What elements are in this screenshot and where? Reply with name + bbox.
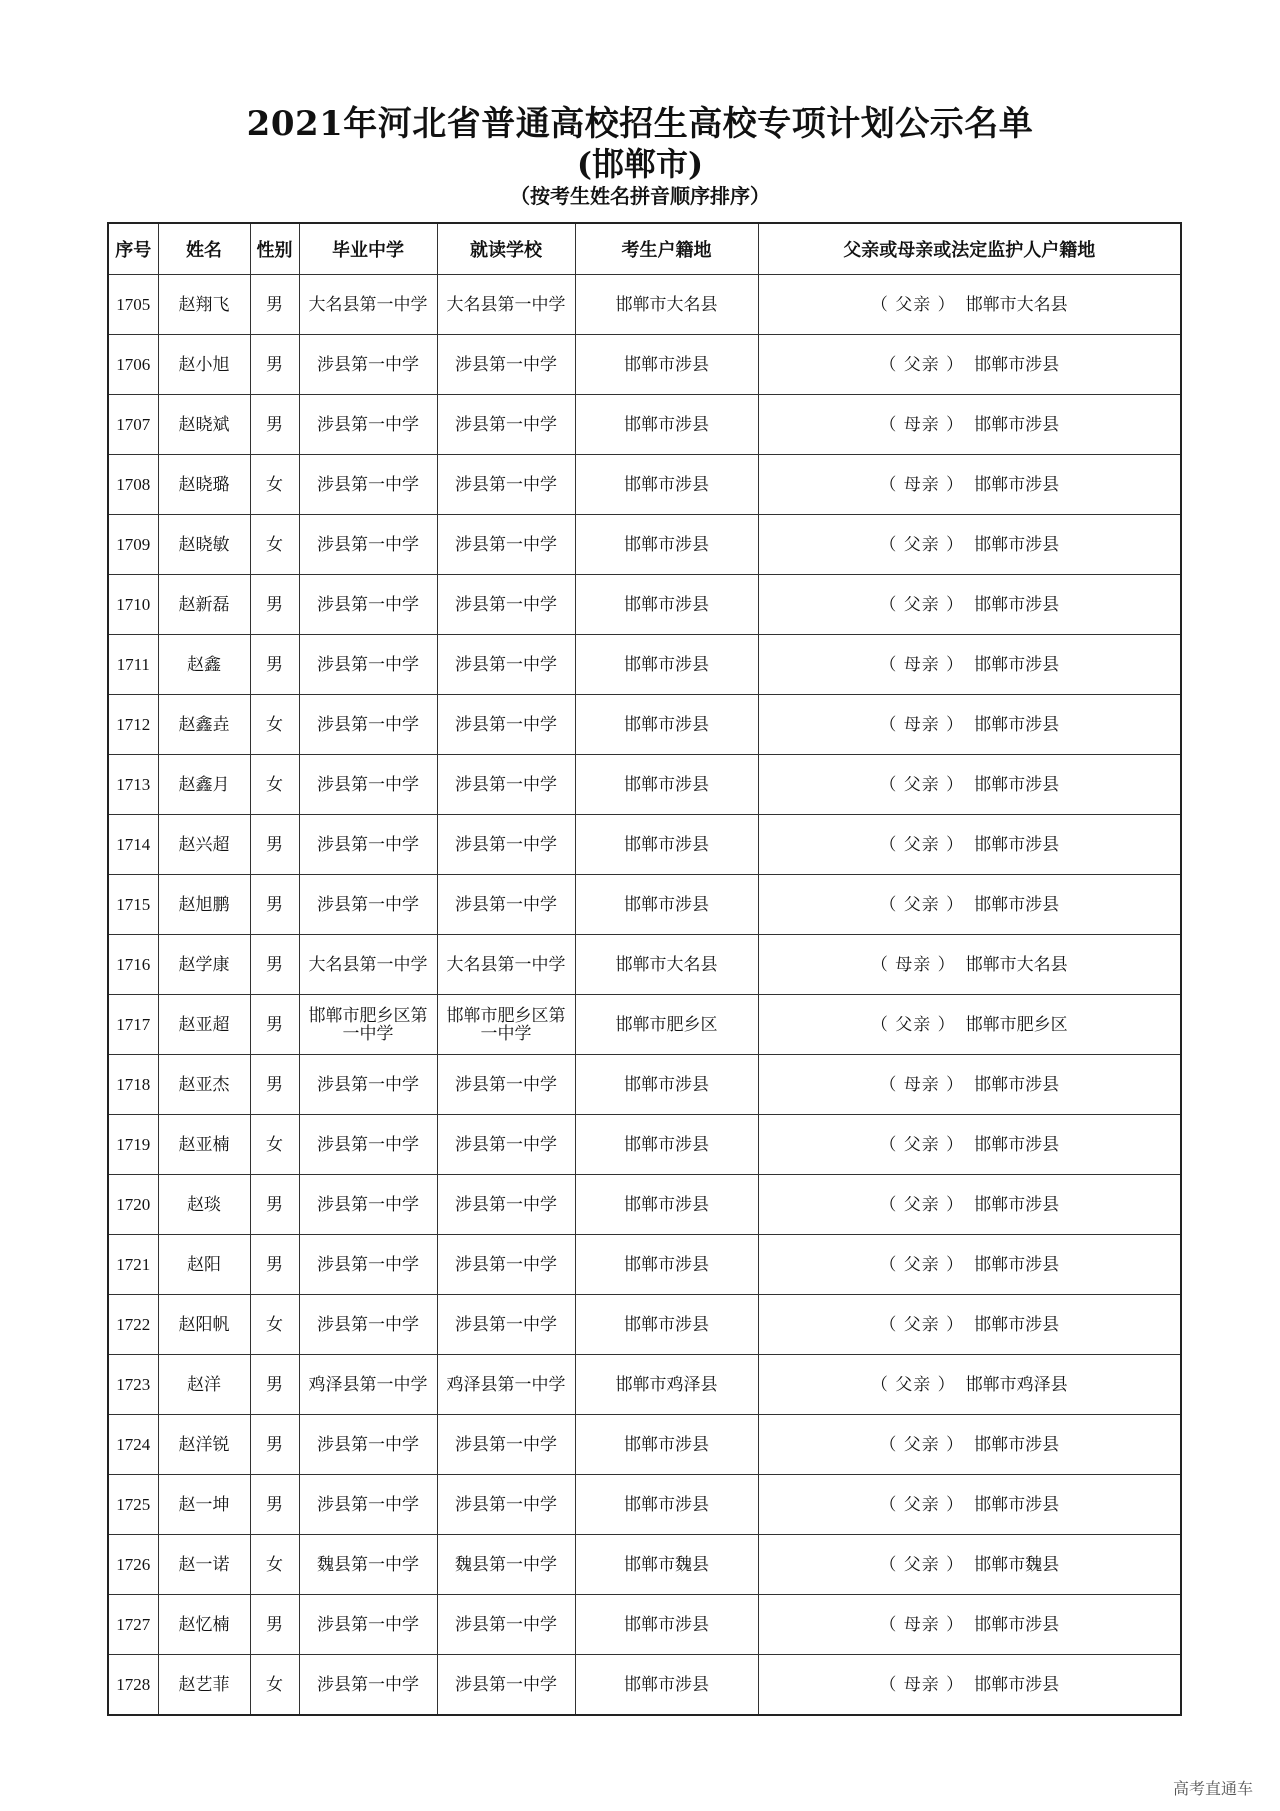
- cell-grad-school: 涉县第一中学: [299, 1655, 437, 1716]
- table-row: [108, 1655, 1181, 1716]
- header-guardian: 父亲或母亲或法定监护人户籍地: [758, 223, 1181, 275]
- guardian-place: 邯郸市肥乡区: [965, 1014, 1068, 1035]
- cell-gender: 女: [250, 1295, 299, 1355]
- cell-hukou: 邯郸市涉县: [575, 695, 758, 755]
- cell-grad-school: 涉县第一中学: [299, 1055, 437, 1115]
- guardian-relation: （ 父亲 ）: [870, 1014, 956, 1035]
- cell-grad-school: 涉县第一中学: [299, 1235, 437, 1295]
- page-subtitle-city: (邯郸市): [576, 145, 704, 183]
- cell-name: 赵学康: [158, 935, 250, 995]
- cell-guardian: [758, 1535, 1181, 1595]
- table-row: [108, 1475, 1181, 1535]
- cell-no: 1716: [108, 935, 158, 995]
- sort-note: （按考生姓名拼音顺序排序）: [510, 184, 770, 208]
- cell-gender: 男: [250, 1355, 299, 1415]
- cell-guardian: [758, 1175, 1181, 1235]
- cell-guardian: [758, 815, 1181, 875]
- cell-name: 赵鑫垚: [158, 695, 250, 755]
- guardian-relation: （ 母亲 ）: [879, 1674, 965, 1695]
- cell-grad-school: 涉县第一中学: [299, 335, 437, 395]
- cell-guardian: [758, 1235, 1181, 1295]
- cell-study-school: 大名县第一中学: [437, 275, 575, 335]
- cell-study-school: 涉县第一中学: [437, 1475, 575, 1535]
- cell-gender: 男: [250, 1235, 299, 1295]
- guardian-relation: （ 母亲 ）: [879, 654, 965, 675]
- cell-name: 赵旭鹏: [158, 875, 250, 935]
- cell-name: 赵亚超: [158, 995, 250, 1055]
- cell-guardian: [758, 335, 1181, 395]
- cell-guardian: [758, 755, 1181, 815]
- cell-no: 1720: [108, 1175, 158, 1235]
- cell-no: 1706: [108, 335, 158, 395]
- guardian-relation: （ 父亲 ）: [879, 594, 965, 615]
- cell-gender: 男: [250, 875, 299, 935]
- cell-hukou: 邯郸市涉县: [575, 515, 758, 575]
- cell-gender: 女: [250, 755, 299, 815]
- cell-hukou: 邯郸市鸡泽县: [575, 1355, 758, 1415]
- cell-study-school: 魏县第一中学: [437, 1535, 575, 1595]
- cell-guardian: [758, 1115, 1181, 1175]
- cell-name: 赵洋锐: [158, 1415, 250, 1475]
- table-row: [108, 935, 1181, 995]
- cell-no: 1725: [108, 1475, 158, 1535]
- guardian-place: 邯郸市涉县: [974, 1074, 1060, 1095]
- cell-guardian: [758, 275, 1181, 335]
- cell-no: 1713: [108, 755, 158, 815]
- guardian-relation: （ 母亲 ）: [870, 954, 956, 975]
- cell-no: 1710: [108, 575, 158, 635]
- table-row: [108, 1115, 1181, 1175]
- guardian-place: 邯郸市涉县: [974, 774, 1060, 795]
- cell-hukou: 邯郸市肥乡区: [575, 995, 758, 1055]
- cell-hukou: 邯郸市涉县: [575, 1595, 758, 1655]
- cell-hukou: 邯郸市涉县: [575, 635, 758, 695]
- cell-hukou: 邯郸市涉县: [575, 1055, 758, 1115]
- cell-no: 1726: [108, 1535, 158, 1595]
- guardian-place: 邯郸市涉县: [974, 1434, 1060, 1455]
- cell-name: 赵艺菲: [158, 1655, 250, 1716]
- cell-study-school: 涉县第一中学: [437, 815, 575, 875]
- cell-grad-school: 涉县第一中学: [299, 755, 437, 815]
- guardian-relation: （ 父亲 ）: [879, 894, 965, 915]
- guardian-place: 邯郸市涉县: [974, 1614, 1060, 1635]
- cell-study-school: 涉县第一中学: [437, 455, 575, 515]
- guardian-place: 邯郸市涉县: [974, 834, 1060, 855]
- cell-gender: 男: [250, 1415, 299, 1475]
- table-row: [108, 1595, 1181, 1655]
- cell-gender: 男: [250, 395, 299, 455]
- cell-study-school: 邯郸市肥乡区第一中学: [437, 995, 575, 1055]
- cell-guardian: [758, 395, 1181, 455]
- cell-gender: 男: [250, 575, 299, 635]
- cell-name: 赵鑫月: [158, 755, 250, 815]
- table-row: [108, 815, 1181, 875]
- cell-study-school: 鸡泽县第一中学: [437, 1355, 575, 1415]
- cell-gender: 男: [250, 1055, 299, 1115]
- cell-name: 赵琰: [158, 1175, 250, 1235]
- cell-grad-school: 涉县第一中学: [299, 1475, 437, 1535]
- cell-study-school: 涉县第一中学: [437, 1655, 575, 1716]
- cell-gender: 男: [250, 995, 299, 1055]
- cell-study-school: 涉县第一中学: [437, 1175, 575, 1235]
- table-row: [108, 275, 1181, 335]
- guardian-place: 邯郸市大名县: [965, 954, 1068, 975]
- cell-study-school: 涉县第一中学: [437, 635, 575, 695]
- cell-hukou: 邯郸市涉县: [575, 335, 758, 395]
- table-row: [108, 995, 1181, 1055]
- cell-guardian: [758, 1415, 1181, 1475]
- guardian-relation: （ 父亲 ）: [879, 1554, 965, 1575]
- guardian-place: 邯郸市涉县: [974, 894, 1060, 915]
- table-row: [108, 455, 1181, 515]
- cell-gender: 女: [250, 1535, 299, 1595]
- cell-grad-school: 鸡泽县第一中学: [299, 1355, 437, 1415]
- cell-name: 赵亚楠: [158, 1115, 250, 1175]
- cell-hukou: 邯郸市大名县: [575, 275, 758, 335]
- cell-study-school: 涉县第一中学: [437, 875, 575, 935]
- table-row: [108, 755, 1181, 815]
- table-row: [108, 1415, 1181, 1475]
- cell-study-school: 涉县第一中学: [437, 1595, 575, 1655]
- cell-hukou: 邯郸市涉县: [575, 1295, 758, 1355]
- guardian-relation: （ 父亲 ）: [870, 1374, 956, 1395]
- cell-study-school: 涉县第一中学: [437, 1295, 575, 1355]
- cell-grad-school: 魏县第一中学: [299, 1535, 437, 1595]
- table-row: [108, 1295, 1181, 1355]
- table-header-row: [108, 223, 1181, 275]
- cell-name: 赵一诺: [158, 1535, 250, 1595]
- cell-no: 1718: [108, 1055, 158, 1115]
- cell-no: 1721: [108, 1235, 158, 1295]
- cell-study-school: 涉县第一中学: [437, 1115, 575, 1175]
- guardian-relation: （ 父亲 ）: [879, 1254, 965, 1275]
- cell-hukou: 邯郸市涉县: [575, 1415, 758, 1475]
- cell-name: 赵阳帆: [158, 1295, 250, 1355]
- cell-grad-school: 涉县第一中学: [299, 515, 437, 575]
- cell-no: 1728: [108, 1655, 158, 1716]
- cell-study-school: 涉县第一中学: [437, 695, 575, 755]
- guardian-place: 邯郸市涉县: [974, 414, 1060, 435]
- cell-gender: 男: [250, 815, 299, 875]
- guardian-place: 邯郸市涉县: [974, 1674, 1060, 1695]
- cell-grad-school: 涉县第一中学: [299, 1595, 437, 1655]
- cell-no: 1717: [108, 995, 158, 1055]
- cell-no: 1727: [108, 1595, 158, 1655]
- cell-guardian: [758, 1655, 1181, 1716]
- cell-name: 赵洋: [158, 1355, 250, 1415]
- guardian-relation: （ 父亲 ）: [879, 1194, 965, 1215]
- guardian-relation: （ 母亲 ）: [879, 1614, 965, 1635]
- cell-grad-school: 涉县第一中学: [299, 1175, 437, 1235]
- cell-study-school: 涉县第一中学: [437, 515, 575, 575]
- cell-hukou: 邯郸市大名县: [575, 935, 758, 995]
- guardian-place: 邯郸市涉县: [974, 1134, 1060, 1155]
- guardian-place: 邯郸市涉县: [974, 714, 1060, 735]
- table-row: [108, 1535, 1181, 1595]
- guardian-place: 邯郸市涉县: [974, 354, 1060, 375]
- cell-no: 1722: [108, 1295, 158, 1355]
- cell-guardian: [758, 1295, 1181, 1355]
- cell-hukou: 邯郸市涉县: [575, 755, 758, 815]
- cell-grad-school: 涉县第一中学: [299, 635, 437, 695]
- guardian-relation: （ 母亲 ）: [879, 1074, 965, 1095]
- cell-gender: 女: [250, 1115, 299, 1175]
- cell-no: 1707: [108, 395, 158, 455]
- cell-name: 赵鑫: [158, 635, 250, 695]
- cell-guardian: [758, 635, 1181, 695]
- cell-guardian: [758, 1595, 1181, 1655]
- cell-hukou: 邯郸市涉县: [575, 395, 758, 455]
- cell-name: 赵晓璐: [158, 455, 250, 515]
- cell-guardian: [758, 1475, 1181, 1535]
- admission-list-table: [107, 222, 1182, 1716]
- cell-gender: 男: [250, 635, 299, 695]
- cell-no: 1709: [108, 515, 158, 575]
- header-grad-school: 毕业中学: [299, 223, 437, 275]
- cell-guardian: [758, 695, 1181, 755]
- guardian-relation: （ 母亲 ）: [879, 474, 965, 495]
- header-no: 序号: [108, 223, 158, 275]
- guardian-place: 邯郸市涉县: [974, 594, 1060, 615]
- cell-study-school: 涉县第一中学: [437, 1415, 575, 1475]
- cell-hukou: 邯郸市魏县: [575, 1535, 758, 1595]
- cell-hukou: 邯郸市涉县: [575, 575, 758, 635]
- table-row: [108, 575, 1181, 635]
- guardian-relation: （ 父亲 ）: [879, 1434, 965, 1455]
- guardian-place: 邯郸市涉县: [974, 1314, 1060, 1335]
- cell-name: 赵亚杰: [158, 1055, 250, 1115]
- cell-gender: 男: [250, 1475, 299, 1535]
- guardian-relation: （ 父亲 ）: [879, 534, 965, 555]
- cell-name: 赵阳: [158, 1235, 250, 1295]
- cell-study-school: 涉县第一中学: [437, 335, 575, 395]
- cell-study-school: 涉县第一中学: [437, 575, 575, 635]
- guardian-relation: （ 父亲 ）: [879, 834, 965, 855]
- cell-hukou: 邯郸市涉县: [575, 455, 758, 515]
- table-row: [108, 335, 1181, 395]
- guardian-place: 邯郸市涉县: [974, 1254, 1060, 1275]
- cell-no: 1705: [108, 275, 158, 335]
- cell-name: 赵晓斌: [158, 395, 250, 455]
- cell-name: 赵晓敏: [158, 515, 250, 575]
- cell-guardian: [758, 575, 1181, 635]
- cell-gender: 男: [250, 1175, 299, 1235]
- cell-guardian: [758, 875, 1181, 935]
- cell-grad-school: 邯郸市肥乡区第一中学: [299, 995, 437, 1055]
- guardian-place: 邯郸市涉县: [974, 1194, 1060, 1215]
- cell-name: 赵新磊: [158, 575, 250, 635]
- cell-gender: 女: [250, 1655, 299, 1716]
- cell-grad-school: 涉县第一中学: [299, 815, 437, 875]
- cell-guardian: [758, 515, 1181, 575]
- cell-gender: 男: [250, 275, 299, 335]
- cell-grad-school: 涉县第一中学: [299, 1115, 437, 1175]
- cell-hukou: 邯郸市涉县: [575, 815, 758, 875]
- guardian-relation: （ 母亲 ）: [879, 714, 965, 735]
- cell-hukou: 邯郸市涉县: [575, 1115, 758, 1175]
- cell-hukou: 邯郸市涉县: [575, 1235, 758, 1295]
- cell-gender: 女: [250, 695, 299, 755]
- guardian-relation: （ 父亲 ）: [879, 774, 965, 795]
- cell-no: 1712: [108, 695, 158, 755]
- cell-study-school: 涉县第一中学: [437, 395, 575, 455]
- guardian-place: 邯郸市涉县: [974, 1494, 1060, 1515]
- cell-study-school: 涉县第一中学: [437, 1235, 575, 1295]
- guardian-relation: （ 父亲 ）: [879, 1494, 965, 1515]
- guardian-place: 邯郸市大名县: [965, 294, 1068, 315]
- cell-grad-school: 大名县第一中学: [299, 935, 437, 995]
- cell-gender: 女: [250, 515, 299, 575]
- cell-no: 1724: [108, 1415, 158, 1475]
- table-row: [108, 395, 1181, 455]
- guardian-place: 邯郸市涉县: [974, 534, 1060, 555]
- table-body: [108, 275, 1181, 1716]
- header-name: 姓名: [158, 223, 250, 275]
- cell-name: 赵忆楠: [158, 1595, 250, 1655]
- table-row: [108, 515, 1181, 575]
- table-row: [108, 1355, 1181, 1415]
- cell-grad-school: 涉县第一中学: [299, 1415, 437, 1475]
- cell-hukou: 邯郸市涉县: [575, 1655, 758, 1716]
- cell-guardian: [758, 935, 1181, 995]
- cell-gender: 男: [250, 1595, 299, 1655]
- table-row: [108, 695, 1181, 755]
- cell-name: 赵一坤: [158, 1475, 250, 1535]
- cell-grad-school: 涉县第一中学: [299, 575, 437, 635]
- cell-guardian: [758, 1355, 1181, 1415]
- cell-study-school: 大名县第一中学: [437, 935, 575, 995]
- cell-no: 1714: [108, 815, 158, 875]
- guardian-place: 邯郸市涉县: [974, 474, 1060, 495]
- header-hukou: 考生户籍地: [575, 223, 758, 275]
- header-study-school: 就读学校: [437, 223, 575, 275]
- guardian-place: 邯郸市鸡泽县: [965, 1374, 1068, 1395]
- cell-name: 赵小旭: [158, 335, 250, 395]
- guardian-relation: （ 父亲 ）: [879, 1134, 965, 1155]
- cell-grad-school: 涉县第一中学: [299, 875, 437, 935]
- cell-grad-school: 大名县第一中学: [299, 275, 437, 335]
- guardian-place: 邯郸市涉县: [974, 654, 1060, 675]
- page-title: 2021年河北省普通高校招生高校专项计划公示名单: [246, 104, 1034, 144]
- cell-grad-school: 涉县第一中学: [299, 455, 437, 515]
- cell-no: 1715: [108, 875, 158, 935]
- cell-guardian: [758, 455, 1181, 515]
- cell-guardian: [758, 995, 1181, 1055]
- guardian-relation: （ 父亲 ）: [879, 1314, 965, 1335]
- cell-no: 1708: [108, 455, 158, 515]
- cell-gender: 女: [250, 455, 299, 515]
- cell-hukou: 邯郸市涉县: [575, 875, 758, 935]
- table-row: [108, 1235, 1181, 1295]
- table-row: [108, 1175, 1181, 1235]
- cell-guardian: [758, 1055, 1181, 1115]
- cell-name: 赵翔飞: [158, 275, 250, 335]
- cell-hukou: 邯郸市涉县: [575, 1175, 758, 1235]
- header-gender: 性别: [250, 223, 299, 275]
- table-row: [108, 635, 1181, 695]
- cell-gender: 男: [250, 935, 299, 995]
- cell-grad-school: 涉县第一中学: [299, 395, 437, 455]
- cell-no: 1719: [108, 1115, 158, 1175]
- guardian-relation: （ 母亲 ）: [879, 414, 965, 435]
- table-row: [108, 1055, 1181, 1115]
- cell-no: 1711: [108, 635, 158, 695]
- table-row: [108, 875, 1181, 935]
- cell-hukou: 邯郸市涉县: [575, 1475, 758, 1535]
- cell-grad-school: 涉县第一中学: [299, 695, 437, 755]
- guardian-place: 邯郸市魏县: [974, 1554, 1060, 1575]
- watermark: 高考直通车: [1172, 1779, 1253, 1798]
- cell-gender: 男: [250, 335, 299, 395]
- cell-study-school: 涉县第一中学: [437, 755, 575, 815]
- guardian-relation: （ 父亲 ）: [870, 294, 956, 315]
- cell-no: 1723: [108, 1355, 158, 1415]
- cell-study-school: 涉县第一中学: [437, 1055, 575, 1115]
- guardian-relation: （ 父亲 ）: [879, 354, 965, 375]
- cell-name: 赵兴超: [158, 815, 250, 875]
- cell-grad-school: 涉县第一中学: [299, 1295, 437, 1355]
